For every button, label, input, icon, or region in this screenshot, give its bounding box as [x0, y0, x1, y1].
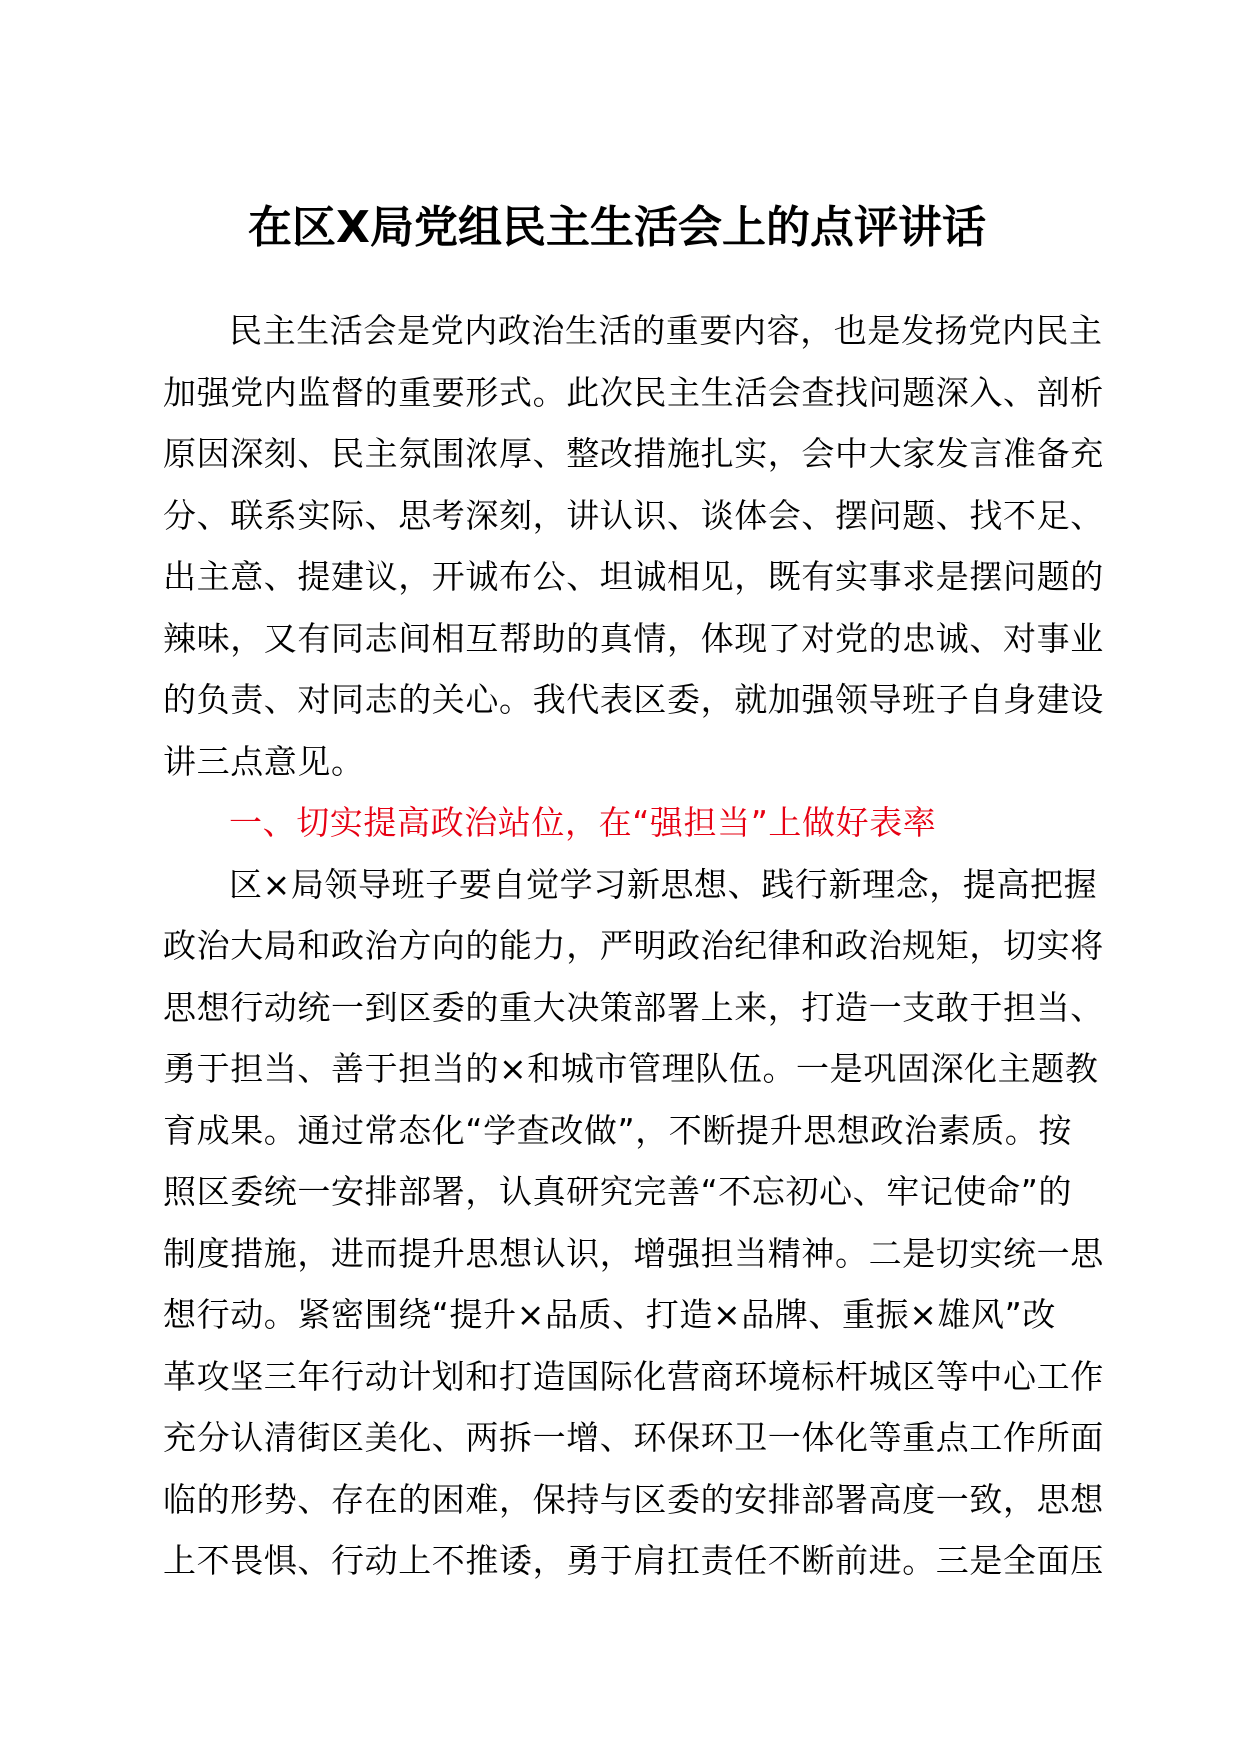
- text-line: 革攻坚三年行动计划和打造国际化营商环境标杆城区等中心工作: [163, 1356, 1104, 1396]
- text-line: 临的形势、存在的困难，保持与区委的安排部署高度一致，思想: [163, 1479, 1104, 1519]
- text-line: 照区委统一安排部署，认真研究完善“不忘初心、牢记使命”的: [163, 1172, 1072, 1211]
- text-line: 上不畏惧、行动上不推诿，勇于肩扛责任不断前进。三是全面压: [163, 1541, 1104, 1580]
- document-title: 在区X局党组民主生活会上的点评讲话: [248, 202, 986, 253]
- text-line: 想行动。紧密围绕“提升×品质、打造×品牌、重振×雄风”改: [163, 1295, 1056, 1334]
- text-line: 讲三点意见。: [163, 741, 365, 781]
- text-line: 制度措施，进而提升思想认识，增强担当精神。二是切实统一思: [163, 1233, 1104, 1273]
- section-heading: 一、切实提高政治站位，在“强担当”上做好表率: [229, 803, 937, 842]
- text-line: 思想行动统一到区委的重大决策部署上来，打造一支敢于担当、: [163, 987, 1104, 1027]
- text-line: 原因深刻、民主氛围浓厚、整改措施扎实，会中大家发言准备充: [163, 434, 1104, 473]
- text-line: 充分认清街区美化、两拆一增、环保环卫一体化等重点工作所面: [163, 1418, 1104, 1457]
- text-line: 加强党内监督的重要形式。此次民主生活会查找问题深入、剖析: [163, 372, 1104, 412]
- paragraph-intro: [163, 300, 1108, 792]
- document-body: [163, 300, 1108, 1592]
- text-line: 民主生活会是党内政治生活的重要内容，也是发扬党内民主: [229, 311, 1103, 350]
- text-line: 分、联系实际、思考深刻，讲认识、谈体会、摆问题、找不足、: [163, 495, 1104, 535]
- text-line: 出主意、提建议，开诚布公、坦诚相见，既有实事求是摆问题的: [163, 557, 1104, 596]
- text-line: 政治大局和政治方向的能力，严明政治纪律和政治规矩，切实将: [163, 926, 1104, 965]
- text-line: 辣味，又有同志间相互帮助的真情，体现了对党的忠诚、对事业: [163, 618, 1104, 658]
- text-line: 的负责、对同志的关心。我代表区委，就加强领导班子自身建设: [163, 680, 1104, 719]
- text-line: 区×局领导班子要自觉学习新思想、践行新理念，提高把握: [229, 864, 1098, 904]
- text-line: 育成果。通过常态化“学查改做”，不断提升思想政治素质。按: [163, 1110, 1072, 1150]
- paragraph-section-1: [163, 854, 1108, 1592]
- text-line: 勇于担当、善于担当的×和城市管理队伍。一是巩固深化主题教: [163, 1049, 1099, 1088]
